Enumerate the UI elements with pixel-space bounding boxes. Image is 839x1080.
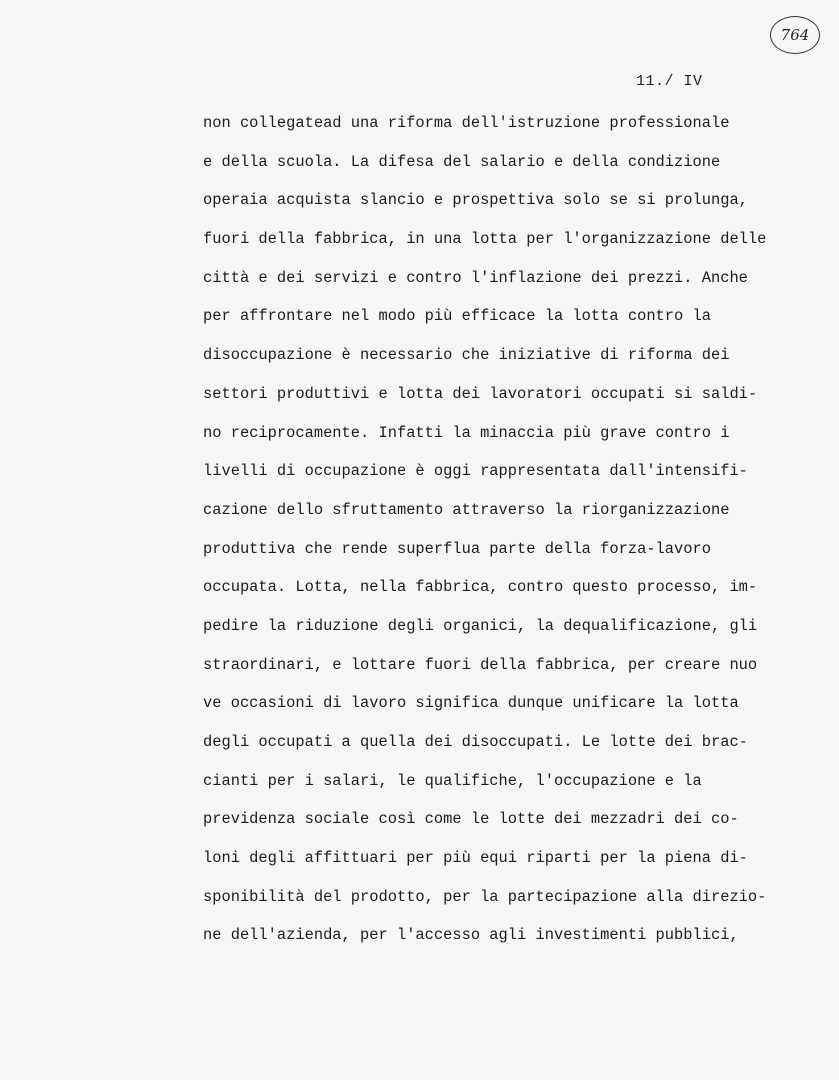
body-text	[203, 110, 803, 961]
text-line: cazione dello sfruttamento attraverso la riorganizzazione	[203, 500, 730, 519]
page-number: 11./ IV	[636, 73, 703, 90]
text-line: no reciprocamente. Infatti la minaccia più grave contro i	[203, 423, 730, 442]
text-line: degli occupati a quella dei disoccupati. Le lotte dei brac-	[203, 733, 748, 751]
text-line: cianti per i salari, le qualifiche, l'occupazione e la	[203, 771, 702, 790]
text-line: fuori della fabbrica, in una lotta per l'organizzazione delle	[203, 230, 767, 249]
text-line: disoccupazione è necessario che iniziative di riforma dei	[203, 346, 730, 365]
text-line: occupata. Lotta, nella fabbrica, contro questo processo, im-	[203, 578, 758, 597]
text-line: settori produttivi e lotta dei lavoratori occupati si saldi-	[203, 384, 758, 403]
text-line: città e dei servizi e contro l'inflazione dei prezzi. Anche	[203, 268, 748, 287]
text-line: livelli di occupazione è oggi rappresentata dall'intensifi-	[203, 462, 748, 481]
text-line: ne dell'azienda, per l'accesso agli investimenti pubblici,	[203, 926, 739, 945]
text-line: e della scuola. La difesa del salario e della condizione	[203, 152, 721, 171]
text-line: previdenza sociale così come le lotte dei mezzadri dei co-	[203, 810, 739, 829]
text-line: operaia acquista slancio e prospettiva solo se si prolunga,	[203, 191, 748, 210]
text-line: loni degli affittuari per più equi riparti per la piena di-	[203, 849, 748, 868]
text-line: per affrontare nel modo più efficace la lotta contro la	[203, 307, 711, 326]
text-line: non collegatead una riforma dell'istruzione professionale	[203, 114, 730, 132]
text-line: pedire la riduzione degli organici, la dequalificazione, gli	[203, 616, 758, 635]
text-line: straordinari, e lottare fuori della fabbrica, per creare nuo	[203, 655, 758, 674]
archive-stamp: 764	[770, 16, 820, 54]
text-line: ve occasioni di lavoro significa dunque unificare la lotta	[203, 694, 739, 713]
text-line: sponibilità del prodotto, per la partecipazione alla direzio-	[203, 887, 767, 906]
text-line: produttiva che rende superflua parte della forza-lavoro	[203, 539, 711, 558]
